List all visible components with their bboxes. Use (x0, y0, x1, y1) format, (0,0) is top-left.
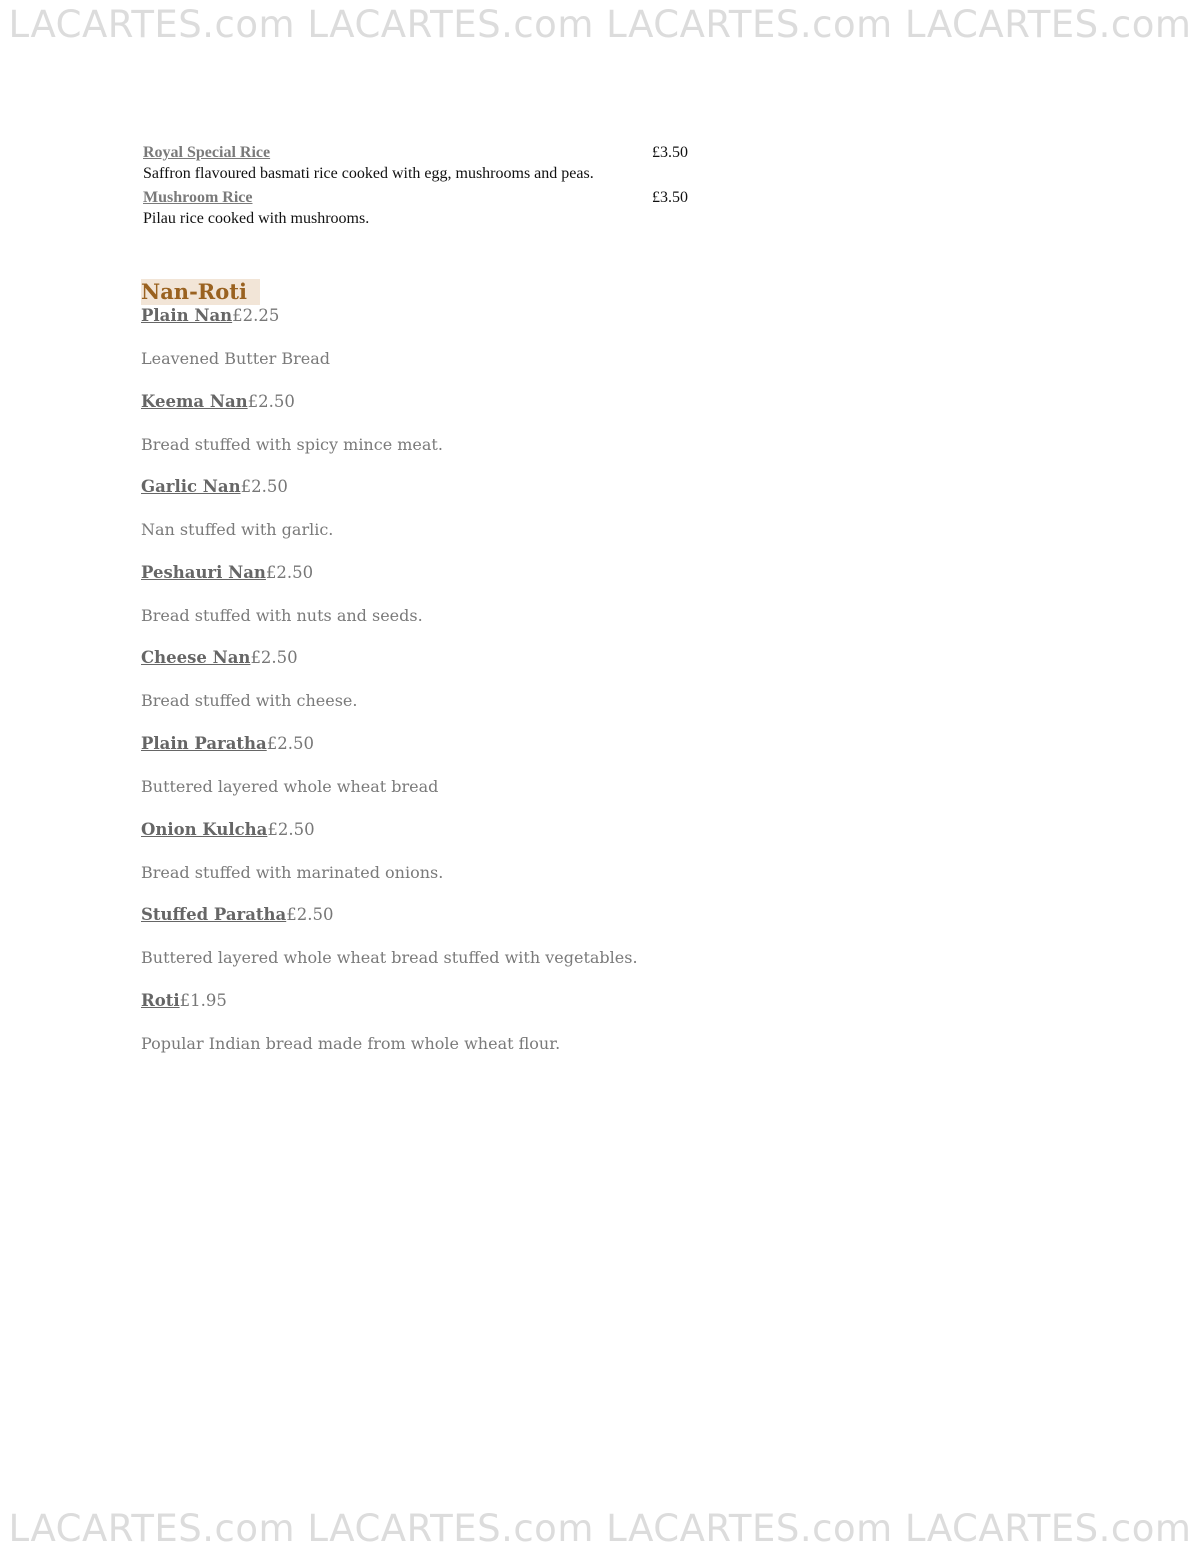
menu-item (143, 188, 703, 229)
menu-item (141, 989, 841, 1075)
item-description: Nan stuffed with garlic. (141, 520, 334, 540)
item-description: Saffron flavoured basmati rice cooked with egg, mushrooms and peas. (143, 165, 594, 182)
item-description: Popular Indian bread made from whole wheat flour. (141, 1033, 561, 1053)
item-price: £2.25 (232, 306, 280, 325)
item-description: Leavened Butter Bread (141, 349, 331, 368)
menu-item (141, 903, 841, 989)
nan-roti-list (141, 304, 841, 1074)
item-name[interactable]: Peshauri Nan (141, 562, 266, 582)
item-name[interactable]: Cheese Nan (141, 648, 251, 668)
item-name[interactable]: Onion Kulcha (141, 819, 268, 839)
item-description: Bread stuffed with cheese. (141, 691, 358, 711)
item-price: £2.50 (247, 391, 295, 411)
item-price: £2.50 (286, 905, 334, 925)
menu-item (141, 390, 841, 476)
item-price: £2.50 (267, 819, 315, 839)
menu-item (141, 304, 841, 390)
menu-item (141, 646, 841, 732)
item-name[interactable]: Keema Nan (141, 391, 248, 411)
item-price: £2.50 (266, 733, 314, 753)
item-price: £2.50 (265, 562, 314, 582)
menu-item (141, 818, 841, 904)
item-name[interactable]: Stuffed Paratha (141, 905, 287, 925)
item-price: £3.50 (652, 144, 688, 161)
item-name[interactable]: Plain Paratha (141, 733, 267, 753)
item-description: Bread stuffed with nuts and seeds. (141, 605, 423, 625)
item-name[interactable]: Mushroom Rice (143, 189, 253, 206)
item-description: Bread stuffed with spicy mince meat. (141, 434, 443, 454)
menu-item (143, 143, 703, 184)
item-description: Pilau rice cooked with mushrooms. (143, 210, 370, 227)
item-description: Buttered layered whole wheat bread stuffed with vegetables. (141, 948, 638, 968)
item-name[interactable]: Plain Nan (141, 306, 233, 325)
menu-item (141, 732, 841, 818)
item-price: £2.50 (240, 477, 288, 497)
rice-section (143, 143, 703, 233)
item-price: £1.95 (179, 990, 227, 1010)
watermark-top: LACARTES.com LACARTES.com LACARTES.com LACARTES.com (8, 3, 1192, 46)
item-name[interactable]: Garlic Nan (141, 477, 241, 497)
menu-item (141, 475, 841, 561)
section-title: Nan-Roti (141, 279, 260, 305)
item-price: £3.50 (652, 189, 688, 206)
item-name[interactable]: Roti (141, 990, 180, 1010)
item-description: Bread stuffed with marinated onions. (141, 862, 444, 882)
watermark-bottom: LACARTES.com LACARTES.com LACARTES.com LACARTES.com (8, 1507, 1192, 1550)
menu-item (141, 561, 841, 647)
item-name[interactable]: Royal Special Rice (143, 144, 271, 161)
item-description: Buttered layered whole wheat bread (141, 776, 439, 796)
item-price: £2.50 (250, 648, 298, 668)
